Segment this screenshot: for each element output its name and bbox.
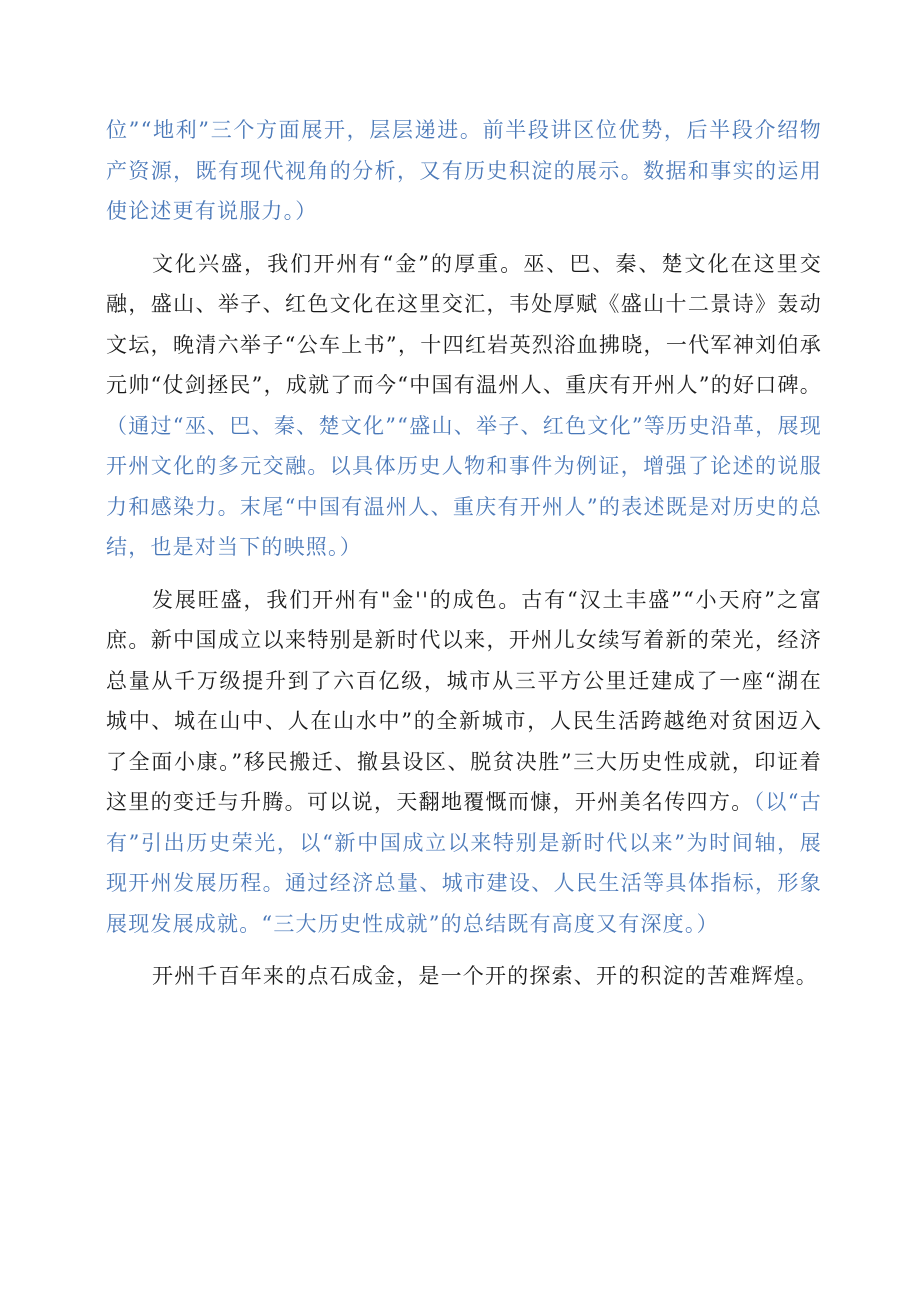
paragraph-4 <box>106 956 822 997</box>
paragraph-4-body: 开州千百年来的点石成金，是一个开的探索、开的积淀的苦难辉煌。 <box>152 964 818 988</box>
paragraph-2-note: （通过“巫、巴、秦、楚文化”“盛山、举子、红色文化”等历史沿革，展现开州文化的多元交融。以具体历史人物和事件为例证，增强了论述的说服力和感染力。末尾“中国有温州人、重庆有开州人”的表述既是对历史的总结，也是对当下的映照。） <box>106 413 822 559</box>
paragraph-1 <box>106 110 822 232</box>
paragraph-2 <box>106 244 822 568</box>
paragraph-3-body: 发展旺盛，我们开州有"金''的成色。古有“汉土丰盛”“小天府”之富庶。新中国成立以来特别是新时代以来，开州儿女续写着新的荣光，经济总量从千万级提升到了六百亿级，城市从三平方公里迁建成了一座“湖在城中、城在山中、人在山水中”的全新城市，人民生活跨越绝对贫困迈入了全面小康。”移民搬迁、撤县设区、脱贫决胜”三大历史性成就，印证着这里的变迁与升腾。可以说，天翻地覆慨而慷，开州美名传四方。 <box>106 587 822 814</box>
paragraph-3-note: （以“古有”引出历史荣光，以“新中国成立以来特别是新时代以来”为时间轴，展现开州发展历程。通过经济总量、城市建设、人民生活等具体指标，形象展现发展成就。“三大历史性成就”的总结既有高度又有深度。） <box>106 790 822 936</box>
paragraph-3 <box>106 580 822 945</box>
document-page <box>106 110 822 1009</box>
paragraph-2-body: 文化兴盛，我们开州有“金”的厚重。巫、巴、秦、楚文化在这里交融，盛山、举子、红色文化在这里交汇，韦处厚赋《盛山十二景诗》轰动文坛，晚清六举子“公车上书”，十四红岩英烈浴血拂晓，一代军神刘伯承元帅“仗剑拯民”，成就了而今“中国有温州人、重庆有开州人”的好口碑。 <box>106 251 822 397</box>
paragraph-1-note: 位”“地利”三个方面展开，层层递进。前半段讲区位优势，后半段介绍物产资源，既有现代视角的分析，又有历史积淀的展示。数据和事实的运用使论述更有说服力。） <box>106 118 822 223</box>
